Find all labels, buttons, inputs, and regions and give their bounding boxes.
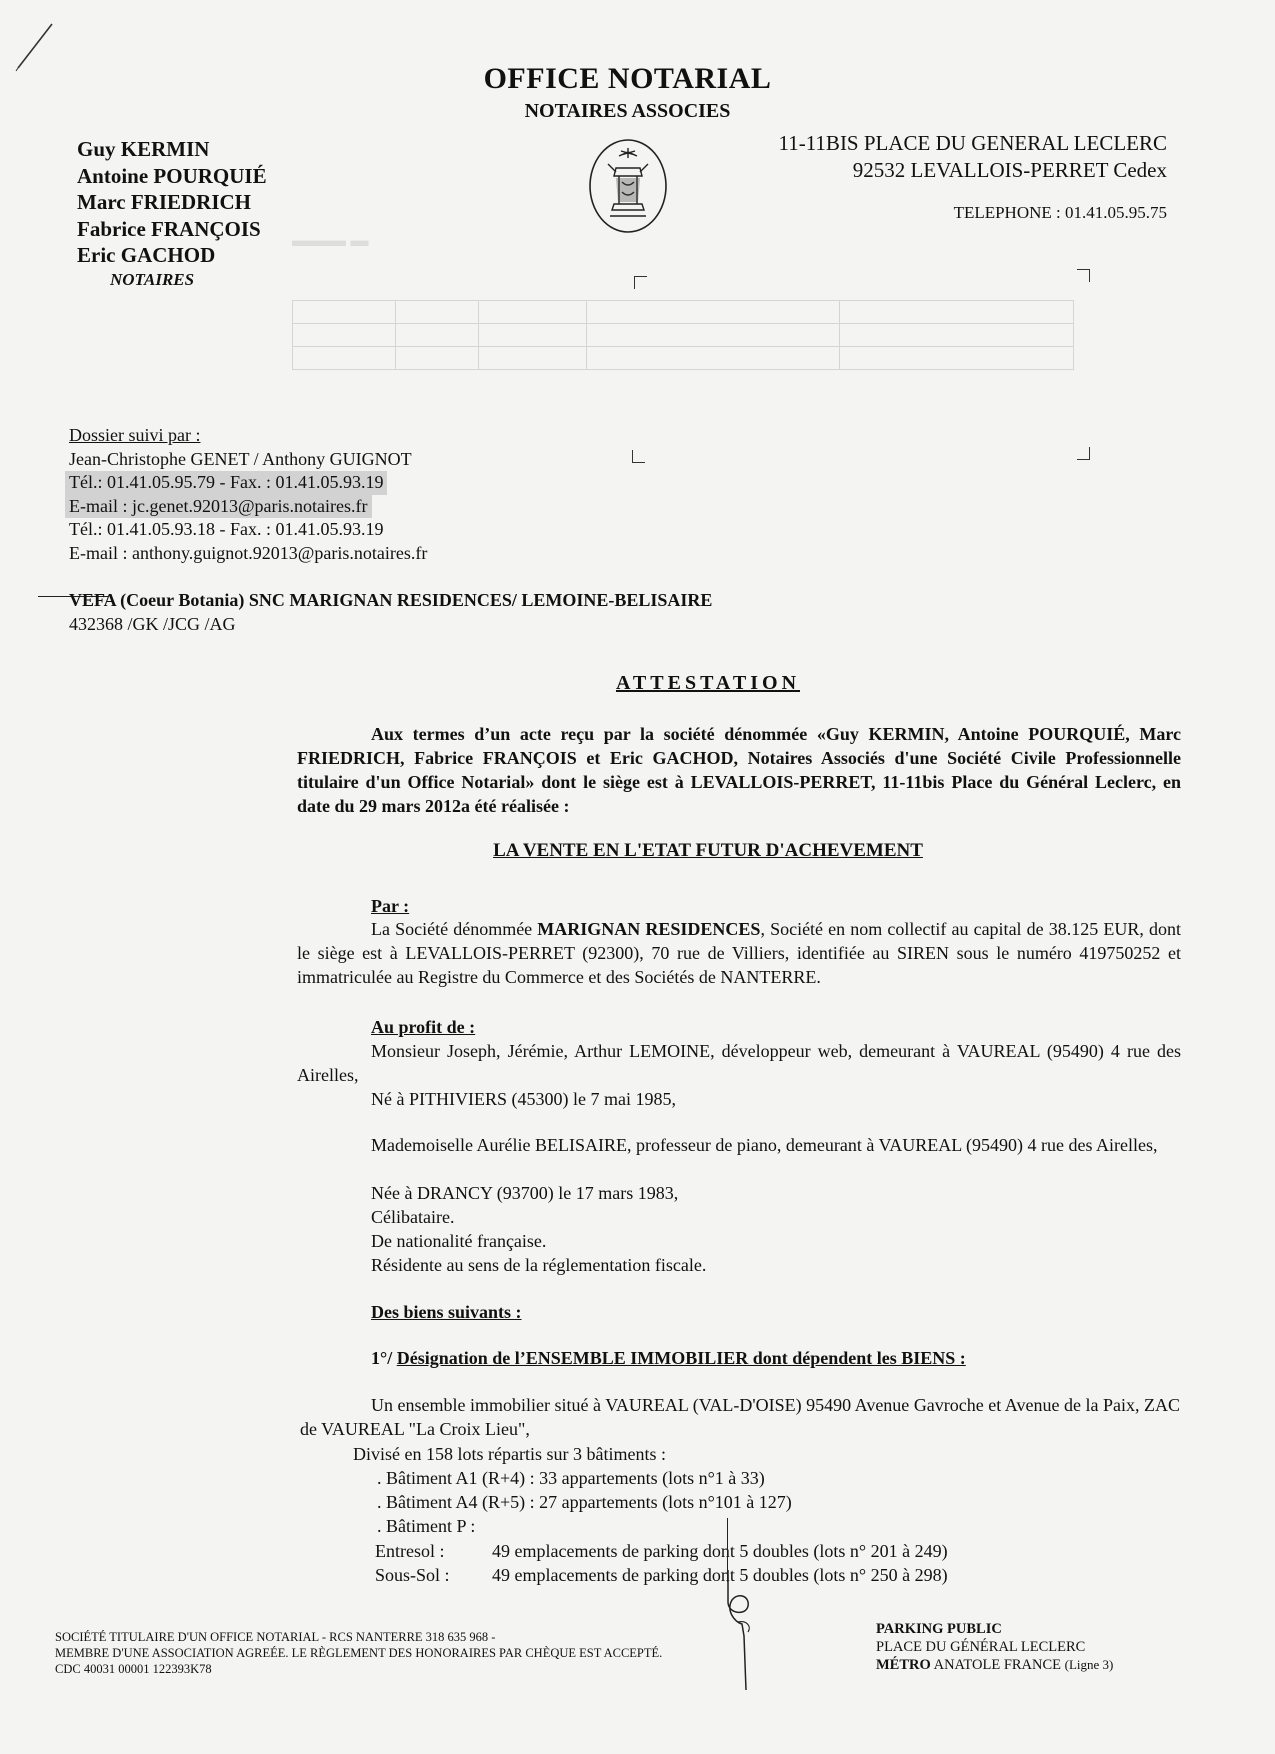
reference-block: [69, 588, 712, 636]
designation-prefix: 1°/: [371, 1348, 397, 1368]
par-heading: Par :: [371, 896, 410, 916]
designation-heading: Désignation de l’ENSEMBLE IMMOBILIER dont dépendent les BIENS :: [396, 1348, 966, 1368]
division-text: Divisé en 158 lots répartis sur 3 bâtiments :: [353, 1444, 666, 1464]
dossier-email-1: E-mail : jc.genet.92013@paris.notaires.fr: [65, 495, 372, 519]
notary-name: Guy KERMIN: [77, 137, 210, 161]
soussol-label: Sous-Sol :: [375, 1565, 450, 1585]
dossier-email-2: E-mail : anthony.guignot.92013@paris.notaires.fr: [69, 542, 428, 563]
notary-seal-logo: [586, 138, 670, 234]
crop-corner-mark: [1077, 447, 1090, 460]
seller-paragraph: [297, 917, 1181, 989]
notaries-role: NOTAIRES: [110, 269, 195, 289]
entresol-text: 49 emplacements de parking dont 5 doubles (lots n° 201 à 249): [492, 1541, 948, 1561]
footer-legal-line: SOCIÉTÉ TITULAIRE D'UN OFFICE NOTARIAL - RCS NANTERRE 318 635 968 -: [55, 1630, 496, 1644]
dossier-label: Dossier suivi par :: [69, 425, 201, 445]
office-subtitle: NOTAIRES ASSOCIES: [524, 100, 731, 122]
designation-line: [371, 1346, 966, 1370]
attestation-intro: Aux termes d’un acte reçu par la société dénommée «Guy KERMIN, Antoine POURQUIÉ, Marc FRIEDRICH, Fabrice FRANÇOIS et Eric GACHOD, Notaires Associés d'une Société Civile Professionnelle titulaire d'un Office Notarial» dont le siège est à LEVALLOIS-PERRET, 11-11bis Place du Général Leclerc, en date du 29 mars 2012a été réalisée :: [297, 724, 1181, 816]
reference-title: VEFA (Coeur Botania) SNC MARIGNAN RESIDENCES/ LEMOINE-BELISAIRE: [69, 590, 713, 610]
buyer-2-residence: Résidente au sens de la réglementation fiscale.: [371, 1255, 707, 1275]
crop-corner-mark: [632, 450, 645, 463]
seller-details: , Société en nom collectif au capital de 38.125 EUR, dont le siège est à LEVALLOIS-PERRET (92300), 70 rue de Villiers, identifiée au SIREN sous le numéro 419750252 et immatriculée au Registre du Commerce et des Sociétés de NANTERRE.: [297, 919, 1182, 987]
footer-parking: [876, 1620, 1113, 1674]
footer-legal: [55, 1629, 662, 1677]
footer-metro-station: ANATOLE FRANCE: [930, 1657, 1062, 1673]
office-title: OFFICE NOTARIAL: [483, 62, 772, 95]
show-through-text: ▬▬▬ ▬: [292, 230, 369, 250]
address-line: 11-11BIS PLACE DU GENERAL LECLERC: [778, 131, 1167, 155]
attestation-title: ATTESTATION: [615, 672, 801, 694]
dossier-block: [69, 424, 427, 565]
footer-legal-line: CDC 40031 00001 122393K78: [55, 1662, 212, 1676]
footer-parking-title: PARKING PUBLIC: [876, 1621, 1002, 1637]
au-profit-heading: Au profit de :: [371, 1017, 476, 1037]
batiment-a4: . Bâtiment A4 (R+5) : 27 appartements (lots n°101 à 127): [377, 1492, 792, 1512]
address-line: 92532 LEVALLOIS-PERRET Cedex: [852, 158, 1167, 182]
office-address: [779, 130, 1168, 184]
soussol-text: 49 emplacements de parking dont 5 doubles (lots n° 250 à 298): [492, 1565, 948, 1585]
dossier-tel-1: Tél.: 01.41.05.95.79 - Fax. : 01.41.05.93.19: [65, 471, 387, 495]
reference-code: 432368 /GK /JCG /AG: [69, 614, 236, 634]
biens-heading: Des biens suivants :: [371, 1302, 522, 1322]
footer-parking-address: PLACE DU GÉNÉRAL LECLERC: [876, 1639, 1086, 1655]
dossier-names: Jean-Christophe GENET / Anthony GUIGNOT: [69, 448, 412, 469]
sale-title: LA VENTE EN L'ETAT FUTUR D'ACHEVEMENT: [493, 840, 923, 861]
seller-company: MARIGNAN RESIDENCES: [537, 919, 761, 939]
buyer-2-status: Célibataire.: [371, 1207, 455, 1227]
buyer-2-nationality: De nationalité française.: [371, 1231, 547, 1251]
buyer-1-birth: Né à PITHIVIERS (45300) le 7 mai 1985,: [371, 1089, 676, 1109]
ensemble-description: Un ensemble immobilier situé à VAUREAL (VAL-D'OISE) 95490 Avenue Gavroche et Avenue de la Paix, ZAC de VAUREAL "La Croix Lieu",: [300, 1395, 1180, 1439]
footer-metro-ligne: (Ligne 3): [1064, 1657, 1114, 1672]
buyer-2-text: Mademoiselle Aurélie BELISAIRE, professeur de piano, demeurant à VAUREAL (95490) 4 rue des Airelles,: [371, 1135, 1158, 1155]
notary-name: Fabrice FRANÇOIS: [77, 216, 261, 241]
batiment-p: . Bâtiment P :: [377, 1516, 476, 1536]
crop-corner-mark: [634, 276, 647, 289]
notaries-block: [77, 136, 267, 291]
crop-corner-mark: [1077, 269, 1090, 282]
buyer-1-text: Monsieur Joseph, Jérémie, Arthur LEMOINE, développeur web, demeurant à VAUREAL (95490) 4 rue des Airelles,: [297, 1041, 1181, 1085]
handwritten-paraph: [716, 1562, 768, 1692]
show-through-table: [292, 300, 1074, 370]
seller-lead: La Société dénommée: [371, 919, 538, 939]
notary-name: Antoine POURQUIÉ: [77, 163, 267, 188]
notary-name: Marc FRIEDRICH: [77, 190, 252, 214]
footer-metro-line: [876, 1656, 1113, 1674]
batiment-a1: . Bâtiment A1 (R+4) : 33 appartements (lots n°1 à 33): [377, 1468, 765, 1488]
entresol-label: Entresol :: [375, 1541, 445, 1561]
footer-legal-line: MEMBRE D'UNE ASSOCIATION AGREÉE. LE RÈGLEMENT DES HONORAIRES PAR CHÈQUE EST ACCEPTÉ.: [55, 1646, 663, 1660]
notary-name: Eric GACHOD: [77, 243, 216, 267]
buyer-2-birth: Née à DRANCY (93700) le 17 mars 1983,: [371, 1183, 679, 1203]
footer-metro-label: MÉTRO: [876, 1657, 931, 1673]
dossier-tel-2: Tél.: 01.41.05.93.18 - Fax. : 01.41.05.93.19: [69, 519, 384, 539]
office-telephone: TELEPHONE : 01.41.05.95.75: [953, 203, 1167, 222]
